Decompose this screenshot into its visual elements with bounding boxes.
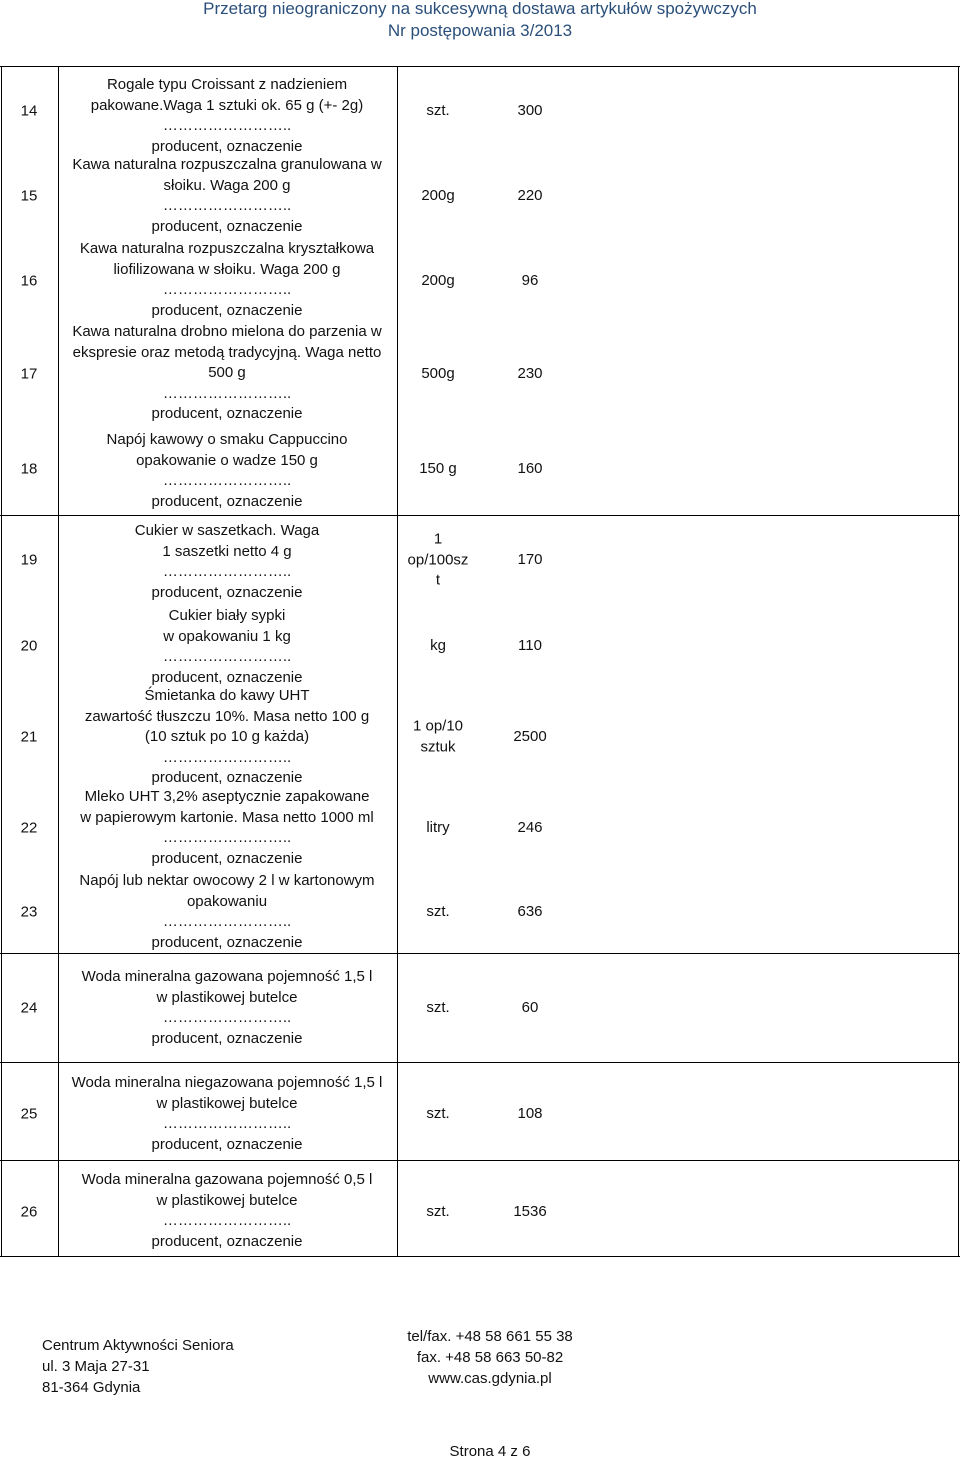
footer-telfax: tel/fax. +48 58 661 55 38 bbox=[407, 1328, 573, 1345]
item-quantity: 170 bbox=[517, 550, 543, 568]
description-line: producent, oznaczenie bbox=[151, 1029, 303, 1047]
item-description bbox=[62, 239, 392, 321]
item-unit: szt. bbox=[426, 998, 450, 1016]
table-border-vertical bbox=[1, 66, 2, 1256]
description-line: producent, oznaczenie bbox=[151, 933, 303, 951]
row-number: 23 bbox=[20, 903, 38, 921]
row-number: 21 bbox=[20, 728, 38, 746]
description-line: w plastikowej butelce bbox=[156, 988, 298, 1006]
description-line: Cukier biały sypki bbox=[168, 607, 286, 624]
description-line: Kawa naturalna rozpuszczalna granulowana w bbox=[72, 156, 382, 173]
description-line: Mleko UHT 3,2% aseptycznie zapakowane bbox=[84, 788, 370, 805]
description-line: Woda mineralna gazowana pojemność 1,5 l bbox=[81, 968, 373, 985]
table-border-vertical bbox=[397, 66, 398, 1256]
description-line: …………………….. bbox=[162, 1009, 292, 1026]
row-number: 15 bbox=[20, 187, 38, 205]
description-line: producent, oznaczenie bbox=[151, 849, 303, 867]
description-line: …………………….. bbox=[162, 197, 292, 214]
item-quantity: 636 bbox=[517, 902, 543, 920]
description-line: liofilizowana w słoiku. Waga 200 g bbox=[113, 260, 341, 278]
item-quantity: 108 bbox=[517, 1104, 543, 1122]
description-line: Woda mineralna gazowana pojemność 0,5 l bbox=[81, 1171, 373, 1188]
table-border-horizontal bbox=[0, 953, 960, 954]
description-line: w papierowym kartonie. Masa netto 1000 ml bbox=[80, 808, 374, 826]
description-line: w opakowaniu 1 kg bbox=[163, 627, 291, 645]
description-line: …………………….. bbox=[162, 563, 292, 580]
item-description bbox=[62, 75, 392, 157]
footer-city: 81-364 Gdynia bbox=[42, 1379, 141, 1396]
item-description bbox=[62, 787, 392, 869]
description-line: Woda mineralna niegazowana pojemność 1,5 l bbox=[71, 1074, 383, 1091]
description-line: producent, oznaczenie bbox=[151, 492, 303, 510]
description-line: producent, oznaczenie bbox=[151, 405, 303, 422]
description-line: …………………….. bbox=[162, 829, 292, 846]
item-quantity: 300 bbox=[517, 101, 543, 119]
footer-fax: fax. +48 58 663 50-82 bbox=[416, 1349, 564, 1366]
table-border-vertical bbox=[58, 66, 59, 1256]
item-description bbox=[62, 871, 392, 953]
description-line: Cukier w saszetkach. Waga bbox=[134, 522, 320, 539]
table-border-vertical bbox=[958, 66, 959, 1256]
item-quantity: 160 bbox=[517, 459, 543, 477]
description-line: Napój lub nektar owocowy 2 l w kartonowym bbox=[79, 872, 375, 889]
description-line: zawartość tłuszczu 10%. Masa netto 100 g bbox=[84, 707, 370, 725]
description-line: producent, oznaczenie bbox=[151, 769, 303, 786]
item-unit bbox=[402, 717, 474, 758]
footer-contact bbox=[380, 1326, 600, 1389]
item-unit: szt. bbox=[426, 1104, 450, 1122]
item-quantity: 110 bbox=[518, 636, 542, 654]
item-unit: 150 g bbox=[419, 459, 457, 477]
description-line: producent, oznaczenie bbox=[151, 301, 303, 319]
description-line: …………………….. bbox=[162, 117, 292, 134]
description-line: w plastikowej butelce bbox=[156, 1191, 298, 1209]
description-line: producent, oznaczenie bbox=[151, 583, 303, 601]
description-line: słoiku. Waga 200 g bbox=[163, 176, 291, 194]
item-quantity: 96 bbox=[521, 271, 539, 289]
unit-line: 1 bbox=[433, 530, 443, 548]
footer-website[interactable]: www.cas.gdynia.pl bbox=[428, 1370, 552, 1387]
description-line: Śmietanka do kawy UHT bbox=[144, 687, 310, 704]
description-line: …………………….. bbox=[162, 281, 292, 298]
description-line: …………………….. bbox=[162, 472, 292, 489]
description-line: 500 g bbox=[208, 364, 246, 381]
description-line: pakowane.Waga 1 sztuki ok. 65 g (+- 2g) bbox=[90, 96, 364, 114]
description-line: …………………….. bbox=[162, 1115, 292, 1132]
description-line: producent, oznaczenie bbox=[151, 1135, 303, 1153]
description-line: …………………….. bbox=[162, 384, 292, 402]
row-number: 26 bbox=[20, 1203, 38, 1221]
item-unit: szt. bbox=[426, 1202, 450, 1220]
table-border-horizontal bbox=[0, 515, 960, 516]
row-number: 25 bbox=[20, 1105, 38, 1123]
description-line: Kawa naturalna drobno mielona do parzenia w bbox=[72, 323, 382, 340]
item-unit: 200g bbox=[421, 271, 455, 289]
item-unit: szt. bbox=[426, 101, 450, 119]
description-line: Kawa naturalna rozpuszczalna kryształkowa bbox=[79, 240, 375, 257]
item-unit: kg bbox=[430, 636, 446, 654]
item-description bbox=[62, 606, 392, 688]
description-line: …………………….. bbox=[162, 913, 292, 930]
table-border-horizontal bbox=[0, 1062, 960, 1063]
item-quantity: 230 bbox=[517, 364, 543, 382]
row-number: 17 bbox=[20, 365, 38, 383]
description-line: (10 sztuk po 10 g każda) bbox=[144, 728, 310, 745]
row-number: 14 bbox=[20, 102, 38, 120]
row-number: 18 bbox=[20, 460, 38, 478]
description-line: ekspresie oraz metodą tradycyjną. Waga netto bbox=[72, 343, 382, 361]
footer-org-name: Centrum Aktywności Seniora bbox=[42, 1337, 234, 1354]
table-border-horizontal bbox=[0, 1160, 960, 1161]
item-quantity: 246 bbox=[517, 818, 543, 836]
row-number: 16 bbox=[20, 272, 38, 290]
unit-line: sztuk bbox=[420, 738, 456, 755]
table-border-horizontal bbox=[0, 66, 960, 67]
description-line: …………………….. bbox=[162, 748, 292, 766]
page-number: Strona 4 z 6 bbox=[449, 1443, 531, 1460]
tender-number: Nr postępowania 3/2013 bbox=[387, 21, 573, 40]
footer-street: ul. 3 Maja 27-31 bbox=[42, 1358, 150, 1375]
row-number: 22 bbox=[20, 819, 38, 837]
item-unit: 200g bbox=[421, 186, 455, 204]
item-description bbox=[62, 1073, 392, 1155]
item-description bbox=[62, 967, 392, 1049]
tender-title: Przetarg nieograniczony na sukcesywną dostawa artykułów spożywczych bbox=[203, 0, 757, 18]
row-number: 20 bbox=[20, 637, 38, 655]
row-number: 24 bbox=[20, 999, 38, 1017]
footer-address bbox=[42, 1335, 234, 1398]
item-description bbox=[62, 430, 392, 512]
item-quantity: 220 bbox=[517, 186, 543, 204]
description-line: w plastikowej butelce bbox=[156, 1094, 298, 1112]
unit-line: t bbox=[435, 571, 441, 589]
item-unit: 500g bbox=[421, 364, 455, 382]
table-border-horizontal bbox=[0, 1256, 960, 1257]
unit-line: 1 op/10 bbox=[412, 717, 464, 735]
item-description bbox=[62, 155, 392, 237]
description-line: Rogale typu Croissant z nadzieniem bbox=[106, 76, 348, 93]
unit-line: op/100sz bbox=[407, 550, 469, 568]
item-description bbox=[62, 1170, 392, 1252]
description-line: …………………….. bbox=[162, 648, 292, 665]
description-line: 1 saszetki netto 4 g bbox=[162, 542, 292, 560]
description-line: opakowanie o wadze 150 g bbox=[136, 451, 318, 469]
description-line: Napój kawowy o smaku Cappuccino bbox=[106, 431, 348, 448]
item-quantity: 2500 bbox=[513, 727, 547, 745]
item-unit: szt. bbox=[426, 902, 450, 920]
item-quantity: 60 bbox=[521, 998, 539, 1016]
description-line: producent, oznaczenie bbox=[151, 137, 303, 155]
row-number: 19 bbox=[20, 551, 38, 569]
item-quantity: 1536 bbox=[513, 1202, 547, 1220]
description-line: opakowaniu bbox=[186, 892, 268, 910]
item-description bbox=[62, 322, 392, 425]
item-description bbox=[62, 686, 392, 789]
item-description bbox=[62, 521, 392, 603]
item-unit: litry bbox=[426, 818, 450, 836]
description-line: producent, oznaczenie bbox=[151, 1232, 303, 1250]
description-line: producent, oznaczenie bbox=[151, 668, 303, 686]
description-line: producent, oznaczenie bbox=[151, 217, 303, 235]
item-unit bbox=[402, 529, 474, 591]
description-line: …………………….. bbox=[162, 1212, 292, 1229]
